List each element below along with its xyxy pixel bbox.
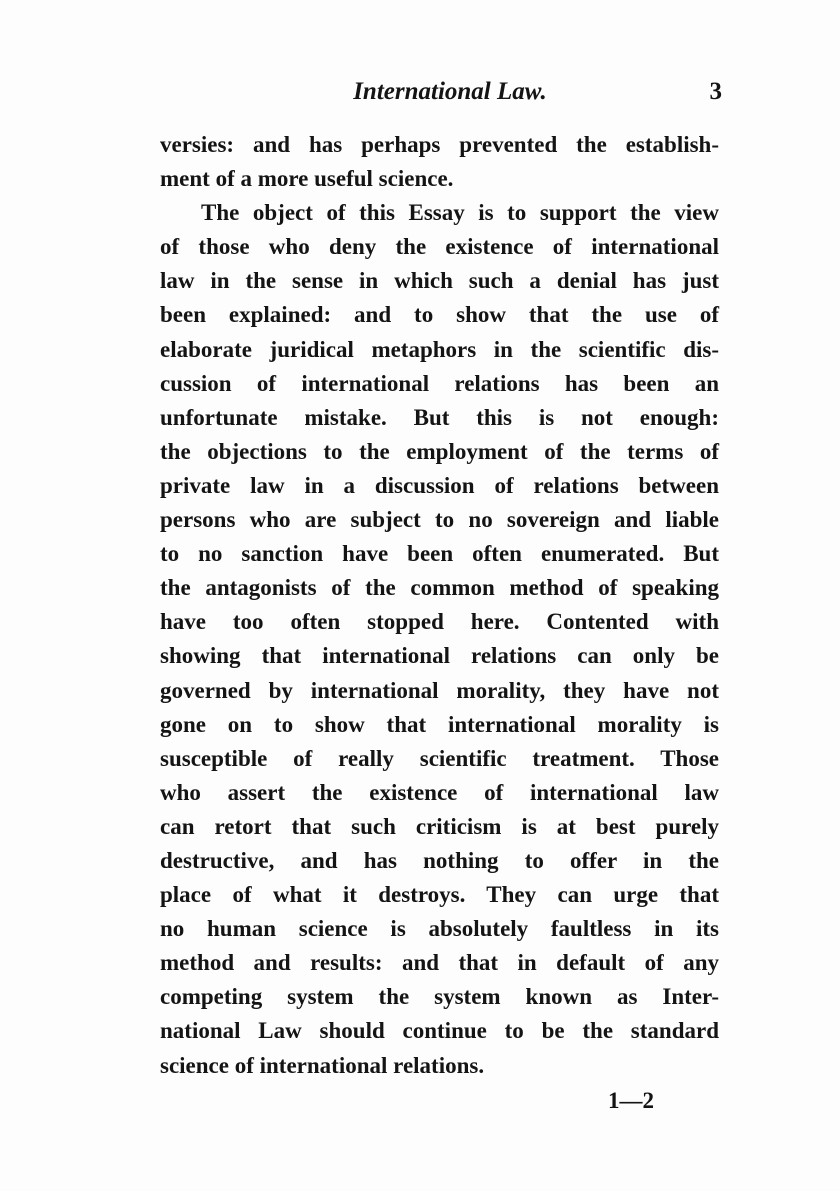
- text-line: no human science is absolutely faultless in its: [160, 916, 719, 942]
- text-line: showing that international relations can only be: [160, 643, 719, 669]
- text-line: method and results: and that in default of any: [160, 950, 719, 976]
- text-line: the objections to the employment of the terms of: [160, 438, 719, 464]
- text-line: of those who deny the existence of international: [160, 234, 719, 260]
- text-line: governed by international morality, they have not: [160, 677, 719, 703]
- body-text: [160, 128, 719, 1083]
- text-line: the antagonists of the common method of speaking: [160, 575, 719, 601]
- text-line: The object of this Essay is to support the view: [201, 200, 719, 226]
- text-line: ment of a more useful science.: [160, 166, 454, 192]
- text-line: national Law should continue to be the standard: [160, 1018, 719, 1044]
- signature-mark: 1—2: [608, 1088, 654, 1113]
- text-line: science of international relations.: [160, 1052, 485, 1078]
- text-line: competing system the system known as Inter-: [160, 984, 719, 1010]
- text-line: place of what it destroys. They can urge that: [160, 882, 719, 908]
- text-line: unfortunate mistake. But this is not enough:: [160, 404, 719, 430]
- text-line: been explained: and to show that the use of: [160, 302, 719, 328]
- text-line: susceptible of really scientific treatment. Those: [160, 745, 719, 771]
- text-line: versies: and has perhaps prevented the establish-: [160, 132, 719, 157]
- running-header-title: International Law.: [353, 78, 547, 105]
- text-line: to no sanction have been often enumerated. But: [160, 541, 719, 567]
- text-line: can retort that such criticism is at best purely: [160, 813, 719, 839]
- text-line: have too often stopped here. Contented with: [160, 609, 719, 635]
- text-line: elaborate juridical metaphors in the scientific dis-: [160, 336, 719, 362]
- text-line: destructive, and has nothing to offer in the: [160, 847, 719, 873]
- text-line: cussion of international relations has been an: [160, 370, 719, 396]
- text-line: who assert the existence of international law: [160, 779, 719, 805]
- text-line: gone on to show that international morality is: [160, 711, 719, 737]
- text-line: private law in a discussion of relations between: [160, 472, 719, 498]
- page-number: 3: [709, 78, 722, 105]
- text-line: law in the sense in which such a denial has just: [160, 268, 719, 294]
- text-line: persons who are subject to no sovereign and liable: [160, 507, 719, 533]
